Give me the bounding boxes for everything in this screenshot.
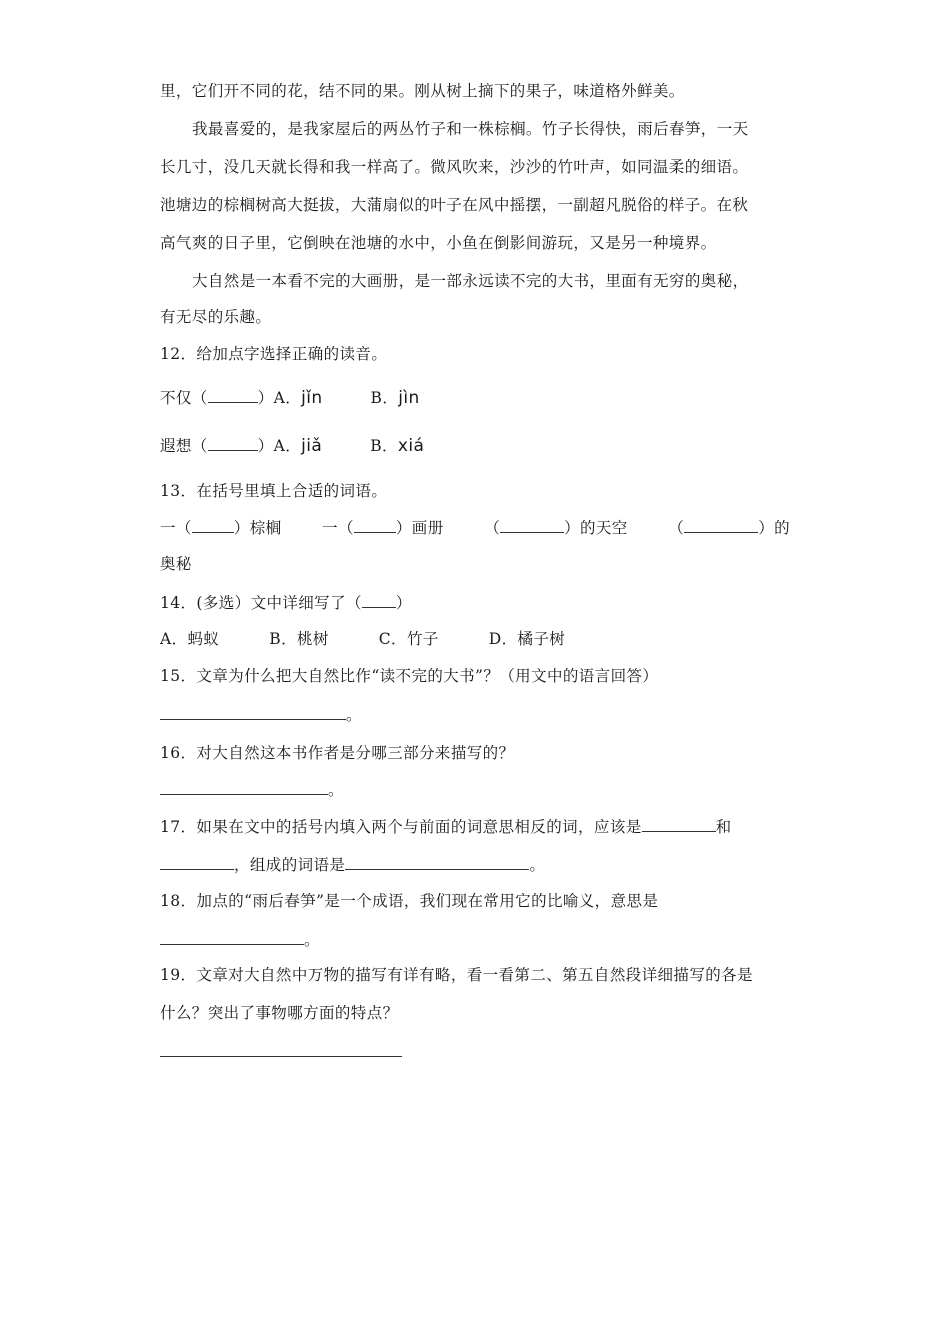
q14-option-c[interactable]: C．竹子 [378,630,439,648]
q13-fill-4 [668,516,790,539]
question-18-stem: 18．加点的“雨后春笋”是一个成语，我们现在常用它的比喻义，意思是 [160,892,659,910]
q12-item1-answer-blank[interactable] [208,386,258,403]
question-15-answer [160,703,800,726]
q13-fill-2-post: ）画册 [395,519,444,537]
question-12-item-1 [160,386,800,409]
q12-item1-close: ）A． [257,389,302,407]
question-13-wrap: 奥秘 [160,555,192,573]
q19-answer-blank[interactable] [160,1040,402,1057]
q17-blank-2[interactable] [160,853,234,870]
q13-fill-1-pre: 一（ [160,519,192,537]
q18-answer-blank[interactable] [160,928,304,945]
question-13-fills [160,516,800,539]
q16-end: 。 [328,781,344,799]
question-17-stem [160,815,800,838]
q13-fill-3-blank[interactable] [500,516,564,533]
q14-option-b[interactable]: B．桃树 [269,630,329,648]
passage-paragraph-2-line-1: 我最喜爱的，是我家屋后的两丛竹子和一株棕榈。竹子长得快，雨后春笋，一天 [192,120,749,138]
q13-fill-1-blank[interactable] [192,516,234,533]
q13-fill-2-pre: 一（ [322,519,354,537]
q12-item2-word: 遐想（ [160,437,208,455]
question-19-stem-line-1: 19．文章对大自然中万物的描写有详有略，看一看第二、第五自然段详细描写的各是 [160,966,753,984]
q13-fill-3-post: ）的天空 [564,519,628,537]
q13-fill-2-blank[interactable] [354,516,396,533]
question-16-answer [160,778,800,801]
q13-fill-4-pre: （ [668,519,685,537]
q12-item1-word: 不仅（ [160,389,208,407]
q14-answer-blank[interactable] [362,591,396,608]
q13-fill-1 [160,516,282,539]
passage-paragraph-1-tail: 里，它们开不同的花，结不同的果。刚从树上摘下的果子，味道格外鲜美。 [160,82,685,100]
q13-fill-2 [322,516,444,539]
q14-stem-text: 14．(多选）文中详细写了（ [160,594,362,612]
q13-fill-3 [484,516,628,539]
question-14-options [160,628,800,650]
q17-mid: ，组成的词语是 [234,856,346,874]
q16-answer-blank[interactable] [160,778,328,795]
question-13-stem: 13．在括号里填上合适的词语。 [160,482,388,500]
passage-paragraph-2-line-4: 高气爽的日子里，它倒映在池塘的水中，小鱼在倒影间游玩，又是另一种境界。 [160,234,717,252]
q13-fill-1-post: ）棕榈 [233,519,282,537]
question-14-stem [160,591,800,614]
question-12-stem: 12．给加点字选择正确的读音。 [160,345,388,363]
q12-item2-option-b[interactable]: xiá [397,436,425,456]
q15-answer-blank[interactable] [160,703,346,720]
q14-stem-close: ） [395,594,412,612]
q18-end: 。 [304,931,320,949]
q12-item2-answer-blank[interactable] [208,434,258,451]
q12-item1-option-a[interactable]: jǐn [301,388,323,408]
q13-fill-4-blank[interactable] [684,516,758,533]
question-12-item-2 [160,434,800,457]
q17-blank-1[interactable] [642,815,716,832]
q12-item2-option-a[interactable]: jiǎ [301,436,323,456]
q15-end: 。 [346,706,362,724]
q12-item1-option-b[interactable]: jìn [398,388,420,408]
q12-item2-close: ）A． [257,437,302,455]
passage-paragraph-2-line-3: 池塘边的棕榈树高大挺拔，大蒲扇似的叶子在风中摇摆，一副超凡脱俗的样子。在秋 [160,196,749,214]
passage-paragraph-2-line-2: 长几寸，没几天就长得和我一样高了。微风吹来，沙沙的竹叶声，如同温柔的细语。 [160,158,749,176]
q17-and: 和 [715,818,732,836]
question-15-stem: 15．文章为什么把大自然比作“读不完的大书”？（用文中的语言回答） [160,667,659,685]
q17-end: 。 [529,856,546,874]
question-19-answer [160,1040,800,1063]
q17-blank-3[interactable] [345,853,529,870]
q13-fill-4-post: ）的 [758,519,790,537]
passage-paragraph-3-line-2: 有无尽的乐趣。 [160,308,272,326]
passage-paragraph-3-line-1: 大自然是一本看不完的大画册，是一部永远读不完的大书，里面有无穷的奥秘， [192,272,749,290]
q12-item2-option-b-label: B． [370,437,398,455]
q12-item1-option-b-label: B． [370,389,399,407]
question-17-answer [160,853,800,876]
question-16-stem: 16．对大自然这本书作者是分哪三部分来描写的？ [160,744,515,762]
q14-option-a[interactable]: A．蚂蚁 [160,630,220,648]
q13-fill-3-pre: （ [484,519,501,537]
question-19-stem-line-2: 什么？突出了事物哪方面的特点？ [160,1004,399,1022]
q14-option-d[interactable]: D．橘子树 [488,630,566,648]
q17-stem-text: 17．如果在文中的括号内填入两个与前面的词意思相反的词，应该是 [160,818,642,836]
question-18-answer [160,928,800,951]
